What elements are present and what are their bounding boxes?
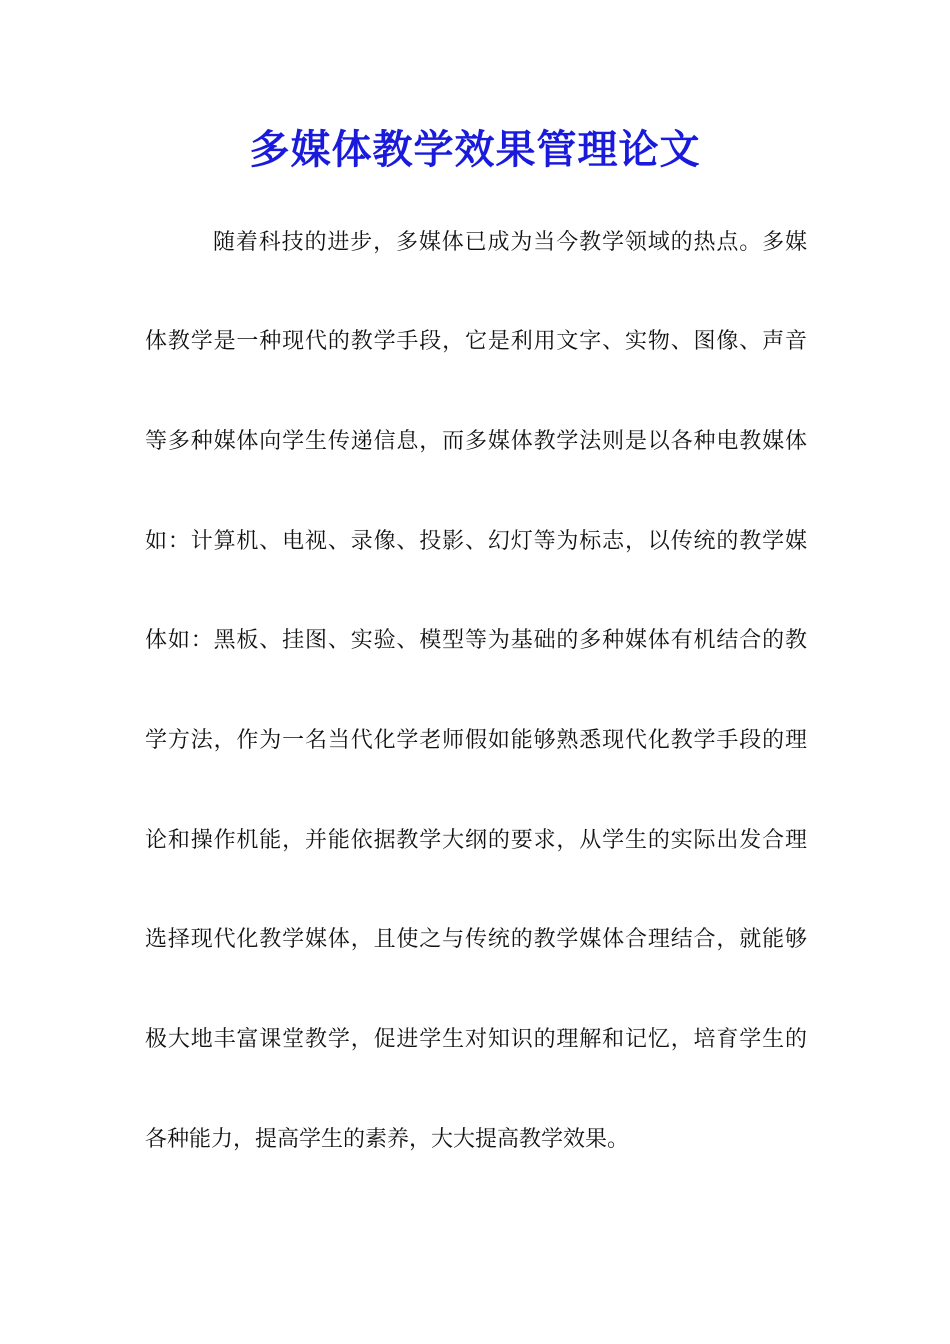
paragraph-line-10: 各种能力，提高学生的素养，大大提高教学效果。	[145, 1127, 630, 1152]
paragraph-line-5: 体如：黑板、挂图、实验、模型等为基础的多种媒体有机结合的教	[145, 628, 807, 653]
paragraph-line-8: 选择现代化教学媒体，且使之与传统的教学媒体合理结合，就能够	[145, 927, 807, 952]
paragraph-line-7: 论和操作机能，并能依据教学大纲的要求，从学生的实际出发合理	[145, 828, 807, 853]
paragraph-line-6: 学方法，作为一名当代化学老师假如能够熟悉现代化教学手段的理	[145, 728, 807, 753]
paragraph-line-9: 极大地丰富课堂教学，促进学生对知识的理解和记忆，培育学生的	[145, 1027, 807, 1052]
paragraph-line-3: 等多种媒体向学生传递信息，而多媒体教学法则是以各种电教媒体	[145, 429, 807, 454]
document-title: 多媒体教学效果管理论文	[249, 126, 701, 173]
paragraph-line-2: 体教学是一种现代的教学手段，它是利用文字、实物、图像、声音	[145, 329, 807, 354]
paragraph-line-4: 如：计算机、电视、录像、投影、幻灯等为标志，以传统的教学媒	[145, 529, 807, 554]
paragraph-line-1: 随着科技的进步，多媒体已成为当今教学领域的热点。多媒	[213, 230, 807, 255]
